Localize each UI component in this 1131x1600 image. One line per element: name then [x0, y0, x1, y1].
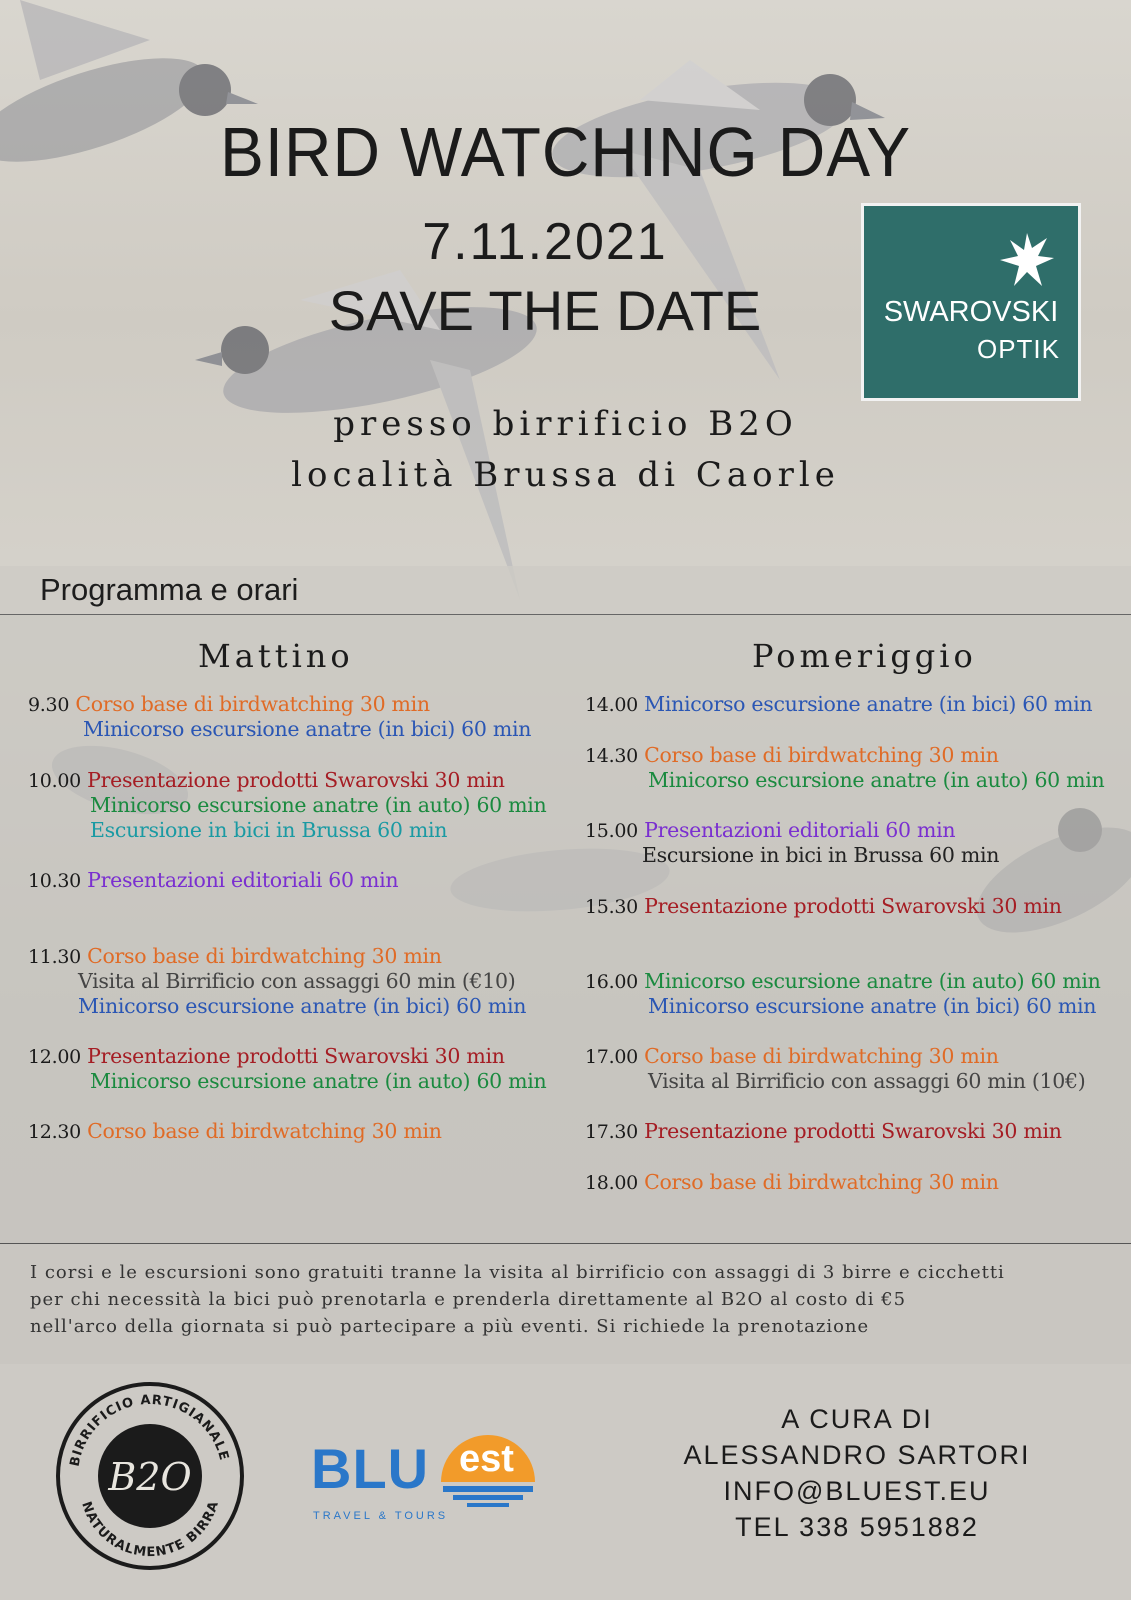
schedule-row	[28, 868, 398, 892]
slot-time: 15.30	[585, 896, 638, 918]
event-item: Minicorso escursione anatre (in auto) 60 min	[90, 1069, 547, 1093]
slot-time: 10.30	[28, 870, 81, 892]
event-item: Presentazione prodotti Swarovski 30 min	[644, 894, 1062, 918]
event-item: Visita al Birrificio con assaggi 60 min (10€)	[648, 1069, 1086, 1093]
afternoon-heading: Pomeriggio	[752, 637, 977, 675]
schedule-row	[585, 743, 999, 767]
save-the-date: SAVE THE DATE	[328, 279, 762, 342]
event-item: Corso base di birdwatching 30 min	[644, 1170, 999, 1194]
slot-time: 16.00	[585, 971, 638, 993]
curated-by-label: A CURA DI	[781, 1404, 933, 1434]
hawk-icon	[992, 228, 1062, 298]
b2o-bottom-text: NATURALMENTE BIRRA	[78, 1498, 223, 1561]
program-header	[0, 566, 1131, 615]
bluest-word: BLU	[311, 1437, 430, 1500]
bluest-logo	[311, 1436, 551, 1531]
schedule-row	[585, 818, 955, 842]
b2o-top-text: BIRRIFICIO ARTIGIANALE	[67, 1392, 232, 1468]
b2o-mark: B2O	[108, 1455, 192, 1499]
event-item: Minicorso escursione anatre (in bici) 60 min	[83, 717, 532, 741]
venue-line-2: località Brussa di Caorle	[291, 455, 840, 495]
contact-phone[interactable]: TEL 338 5951882	[735, 1512, 979, 1542]
event-item: Corso base di birdwatching 30 min	[644, 1044, 999, 1068]
note-line: nell'arco della giornata si può partecipare a più eventi. Si richiede la prenotazione	[30, 1316, 870, 1337]
event-item: Escursione in bici in Brussa 60 min	[90, 818, 448, 842]
contact-email[interactable]: INFO@BLUEST.EU	[723, 1476, 991, 1506]
optik-wordmark: OPTIK	[976, 334, 1060, 364]
event-item: Presentazione prodotti Swarovski 30 min	[87, 1044, 505, 1068]
swarovski-wordmark: SWAROVSKI	[883, 296, 1059, 328]
b2o-brewery-logo	[50, 1376, 250, 1576]
event-item: Minicorso escursione anatre (in bici) 60 min	[644, 692, 1093, 716]
schedule-row	[585, 969, 1101, 993]
event-item: Minicorso escursione anatre (in bici) 60 min	[78, 994, 527, 1018]
event-item: Visita al Birrificio con assaggi 60 min (€10)	[78, 969, 516, 993]
event-item: Presentazione prodotti Swarovski 30 min	[644, 1119, 1062, 1143]
event-item: Minicorso escursione anatre (in auto) 60 min	[648, 768, 1105, 792]
event-item: Corso base di birdwatching 30 min	[87, 1119, 442, 1143]
slot-time: 17.00	[585, 1046, 638, 1068]
schedule-row	[585, 894, 1062, 918]
event-item: Corso base di birdwatching 30 min	[644, 743, 999, 767]
event-item: Escursione in bici in Brussa 60 min	[642, 843, 1000, 867]
schedule-row	[28, 768, 505, 792]
schedule-row	[28, 1044, 505, 1068]
event-item: Minicorso escursione anatre (in bici) 60 min	[648, 994, 1097, 1018]
schedule-row	[585, 1119, 1062, 1143]
event-item: Minicorso escursione anatre (in auto) 60 min	[644, 969, 1101, 993]
note-line: I corsi e le escursioni sono gratuiti tranne la visita al birrificio con assaggi di 3 birre e cicchetti	[30, 1262, 1005, 1283]
event-date: 7.11.2021	[422, 213, 668, 271]
event-item: Presentazione prodotti Swarovski 30 min	[87, 768, 505, 792]
slot-time: 9.30	[28, 694, 70, 716]
footer	[0, 1364, 1131, 1600]
event-item: Presentazioni editoriali 60 min	[87, 868, 399, 892]
event-item: Minicorso escursione anatre (in auto) 60 min	[90, 793, 547, 817]
slot-time: 12.00	[28, 1046, 81, 1068]
program-heading: Programma e orari	[40, 572, 299, 607]
venue-line-1: presso birrificio B2O	[333, 404, 798, 444]
slot-time: 10.00	[28, 770, 81, 792]
event-item: Corso base di birdwatching 30 min	[87, 944, 442, 968]
slot-time: 14.30	[585, 745, 638, 767]
schedule-row	[585, 1170, 999, 1194]
notes-section	[0, 1244, 1131, 1364]
morning-heading: Mattino	[198, 637, 354, 675]
schedule-row	[28, 944, 442, 968]
slot-time: 15.00	[585, 820, 638, 842]
event-title: BIRD WATCHING DAY	[219, 113, 912, 191]
bluest-badge: est	[459, 1438, 514, 1480]
curator-name: ALESSANDRO SARTORI	[683, 1440, 1031, 1470]
swarovski-optik-logo	[861, 203, 1081, 401]
schedule-row	[585, 1044, 999, 1068]
note-line: per chi necessità la bici può prenotarla e prenderla direttamente al B2O al costo di €5	[30, 1289, 907, 1310]
slot-time: 18.00	[585, 1172, 638, 1194]
bluest-subtitle: TRAVEL & TOURS	[313, 1510, 449, 1522]
program-panel	[0, 615, 1131, 1244]
slot-time: 12.30	[28, 1121, 81, 1143]
schedule-row	[28, 1119, 442, 1143]
event-item: Presentazioni editoriali 60 min	[644, 818, 956, 842]
schedule-row	[28, 692, 430, 716]
slot-time: 14.00	[585, 694, 638, 716]
slot-time: 11.30	[28, 946, 81, 968]
schedule-row	[585, 692, 1092, 716]
slot-time: 17.30	[585, 1121, 638, 1143]
event-item: Corso base di birdwatching 30 min	[75, 692, 430, 716]
